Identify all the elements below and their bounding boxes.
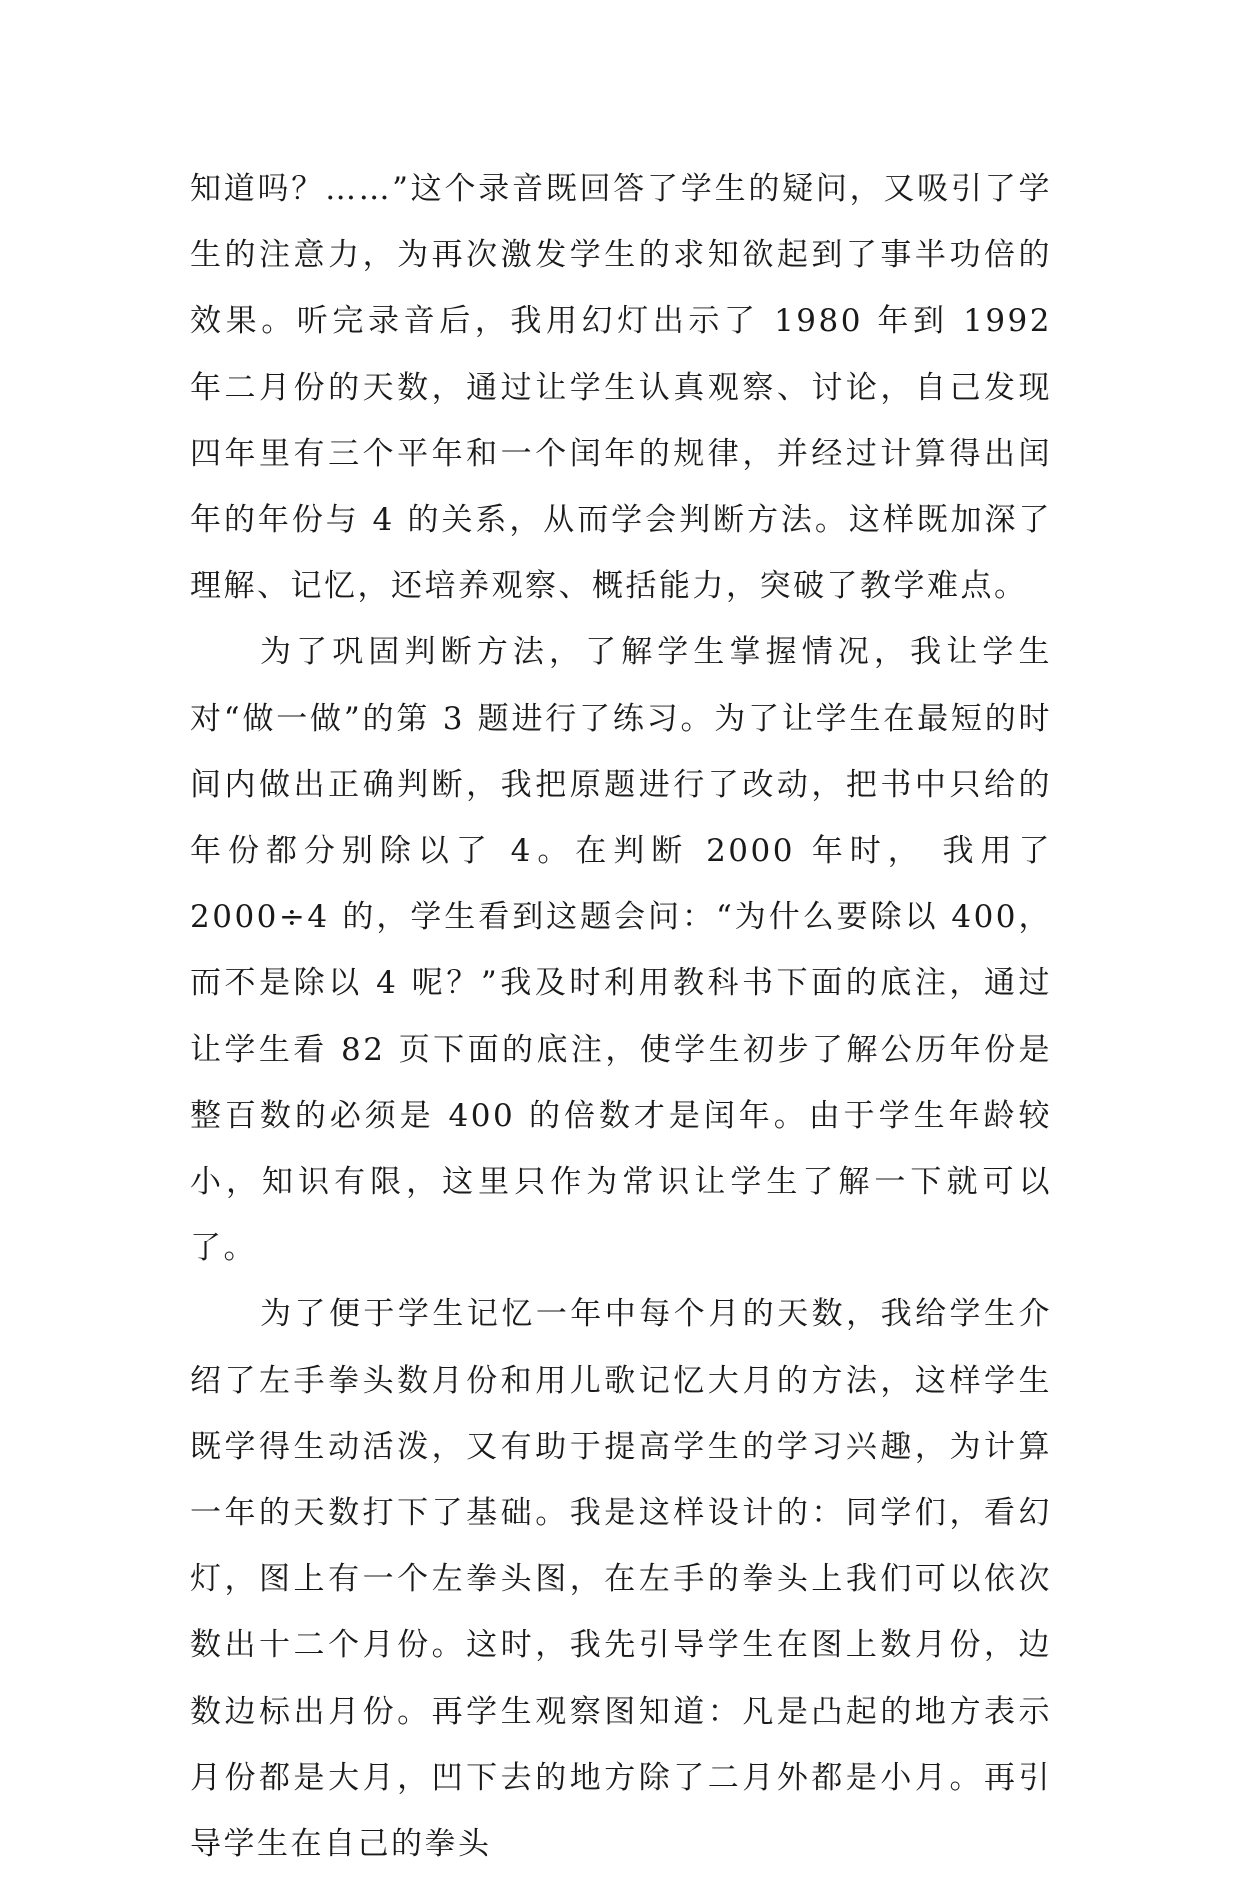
paragraph-2: 为了巩固判断方法，了解学生掌握情况，我让学生对“做一做”的第 3 题进行了练习。为了让学生在最短的时间内做出正确判断，我把原题进行了改动，把书中只给的年份都分别除以了 4。在判断 2000 年时， 我用了 2000÷4 的，学生看到这题会问：“为什么要除以 400，而不是除以 4 呢？”我及时利用教科书下面的底注，通过让学生看 82 页下面的底注，使学生初步了解公历年份是整百数的必须是 400 的倍数才是闰年。由于学生年龄较小，知识有限，这里只作为常识让学生了解一下就可以了。 [190,634,1052,1267]
paragraph-3: 为了便于学生记忆一年中每个月的天数，我给学生介绍了左手拳头数月份和用儿歌记忆大月的方法，这样学生既学得生动活泼，又有助于提高学生的学习兴趣，为计算一年的天数打下了基础。我是这样设计的：同学们，看幻灯，图上有一个左拳头图，在左手的拳头上我们可以依次数出十二个月份。这时，我先引导学生在图上数月份，边数边标出月份。再学生观察图知道：凡是凸起的地方表示月份都是大月，凹下去的地方除了二月外都是小月。再引导学生在自己的拳头 [190,1296,1052,1863]
body-text [190,156,1052,1877]
paragraph-1: 知道吗？……”这个录音既回答了学生的疑问，又吸引了学生的注意力，为再次激发学生的求知欲起到了事半功倍的效果。听完录音后，我用幻灯出示了 1980 年到 1992 年二月份的天数，通过让学生认真观察、讨论，自己发现四年里有三个平年和一个闰年的规律，并经过计算得出闰年的年份与 4 的关系，从而学会判断方法。这样既加深了理解、记忆，还培养观察、概括能力，突破了教学难点。 [190,171,1052,605]
